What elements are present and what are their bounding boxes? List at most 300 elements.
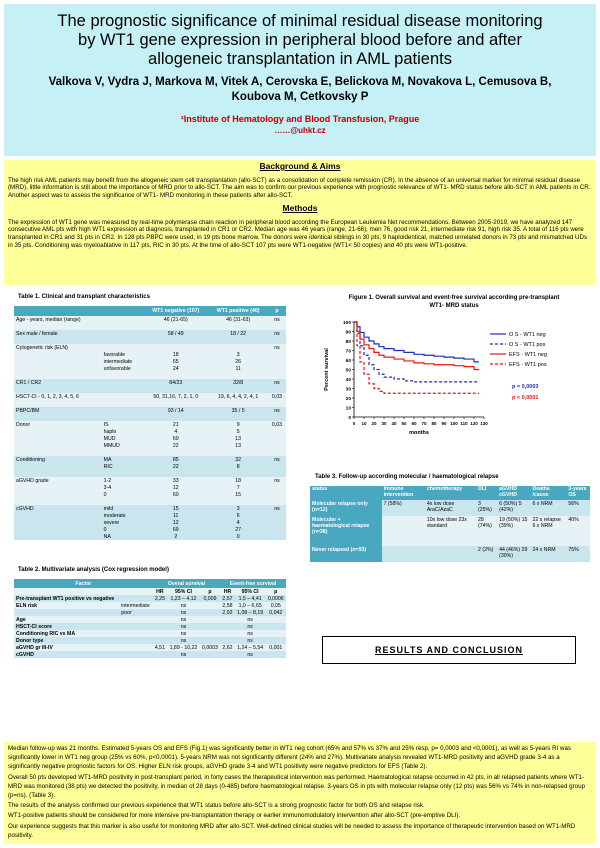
table1-cell: intermediate (102, 358, 144, 365)
title-line: The prognostic significance of minimal residual disease monitoring (57, 12, 543, 30)
table1-cell: 33 (143, 477, 208, 484)
table2-caption: Table 2. Multivariate analysis (Cox regression model) (18, 567, 169, 573)
table1-cell (268, 323, 286, 330)
table2 (14, 579, 286, 658)
legend-entry: EFS - WT1 pos (509, 362, 547, 368)
results-section (4, 286, 596, 740)
x-tick-label: 130 (480, 421, 488, 426)
table1-cell (208, 449, 268, 456)
table1-cell (143, 386, 208, 393)
table3-cell: 19 (50%) 15 (39%) (497, 516, 530, 546)
table1-cell: 18 (143, 351, 208, 358)
table2-cell: ns (235, 623, 266, 630)
table1-cell: 15 (143, 505, 208, 512)
table2-cell (266, 637, 286, 644)
table1-cell: 11 (208, 365, 268, 372)
table1-cell (102, 393, 144, 400)
table3-header-cell: aGVHD cGVHD (497, 486, 530, 500)
table2-cell: ns (235, 616, 266, 623)
figure1-caption-line: Figure 1. Overall survival and event-free survival according pre-transplant (348, 295, 560, 301)
table2-cell: 0,042 (266, 609, 286, 616)
conclusion-paragraph: The results of the analysis confirmed our previous experience that WT1 status before allo-SCT is a strong prognostic factor for both OS and relapse risk. (8, 802, 425, 810)
table1-cell (268, 428, 286, 435)
table1-cell: 18 (208, 477, 268, 484)
table2-cell (153, 637, 168, 644)
table2-cell: 2,62 (220, 644, 235, 651)
table-row (14, 463, 286, 470)
table1-cell: severe (102, 519, 144, 526)
table-row (14, 526, 286, 533)
table1-cell: 27 (208, 526, 268, 533)
table3-cell: Molecular + haematological relapse (n=38) (310, 516, 382, 546)
series-line-0 (354, 322, 479, 362)
table-row (14, 386, 286, 393)
table1-cell (14, 519, 102, 526)
table1-cell: 32 (208, 456, 268, 463)
table1-cell: 65 (143, 358, 208, 365)
table1-cell (143, 470, 208, 477)
table1-cell (268, 533, 286, 540)
table1-cell: 50, 31,16, 7, 2, 1, 0 (143, 393, 208, 400)
table1-cell (268, 351, 286, 358)
table2-cell (153, 623, 168, 630)
table2-cell: 4,51 (153, 644, 168, 651)
table1-cell: 19, 6, 4, 4, 2, 4, 1 (208, 393, 268, 400)
table1-cell (268, 372, 286, 379)
y-tick-label: 60 (345, 358, 351, 364)
table3-cell: 6 x NRM (530, 500, 566, 516)
table1-cell: 46 (21-65) (143, 316, 208, 323)
table1-cell: unfavorable (102, 365, 144, 372)
x-tick-label: 10 (361, 421, 367, 426)
legend-entry: O S - WT1 neg (509, 332, 546, 338)
y-tick-label: 40 (345, 377, 351, 383)
table2-cell (200, 630, 220, 637)
table1-cell (143, 498, 208, 505)
table-row (14, 344, 286, 351)
table-row (310, 516, 590, 546)
table1-cell: ns (268, 344, 286, 351)
table2-cell: ns (167, 651, 200, 658)
table1-cell (268, 449, 286, 456)
table2-cell: 1,5 – 4,41 (235, 595, 266, 602)
x-tick-label: 50 (401, 421, 407, 426)
table-row (14, 602, 286, 609)
table3-cell: 40% (566, 516, 590, 546)
table2-cell: Pre-transplant WT1 positive vs negative (14, 595, 119, 602)
table2-cell: poor (119, 609, 152, 616)
table1-cell (208, 344, 268, 351)
table1-cell (102, 316, 144, 323)
table1-cell: Sex male / female (14, 330, 102, 337)
table-row (310, 546, 590, 562)
table2-cell: HSCT-CI score (14, 623, 119, 630)
table3-header-cell: status (310, 486, 382, 500)
table2-cell (119, 616, 152, 623)
table1-cell (102, 407, 144, 414)
x-tick-label: 70 (421, 421, 427, 426)
table2-cell (220, 630, 235, 637)
table3-header-cell: Immune intervention (382, 486, 425, 500)
table1-cell: 84/23 (143, 379, 208, 386)
table1-cell: 12 (143, 519, 208, 526)
table1-cell: cGVHD (14, 505, 102, 512)
x-tick-label: 40 (391, 421, 397, 426)
table2-cell: 0,0006 (266, 595, 286, 602)
table3-cell: Molecular relapse only (n=12) (310, 500, 382, 516)
table1-cell: CR1 / CR2 (14, 379, 102, 386)
x-axis-label: months (409, 430, 429, 436)
table2-cell: ns (167, 637, 200, 644)
table2-cell (153, 602, 168, 609)
table-row (14, 393, 286, 400)
x-tick-label: 120 (470, 421, 478, 426)
table1-cell (268, 484, 286, 491)
table1-cell: RIC (102, 463, 144, 470)
table2-cell: ns (235, 630, 266, 637)
table1-cell: 60 (143, 435, 208, 442)
table1-cell (14, 414, 102, 421)
table2-cell: aGVHD gr III-IV (14, 644, 119, 651)
p-value-annotation: p = 0,0003 (512, 384, 539, 390)
table1-cell (102, 330, 144, 337)
title-line: allogeneic transplantation in AML patients (148, 50, 452, 68)
table1-cell: 13 (208, 435, 268, 442)
table1-cell (268, 414, 286, 421)
table2-cell (266, 616, 286, 623)
table1-cell (102, 498, 144, 505)
table2-cell: 1,24 – 5,54 (235, 644, 266, 651)
table1-cell (14, 358, 102, 365)
table1-cell (268, 358, 286, 365)
y-tick-label: 30 (345, 387, 351, 393)
table1-header-cell: WT1 negative (107) (143, 306, 208, 316)
table1 (14, 306, 286, 540)
table1-cell: 3 (208, 505, 268, 512)
table3-cell: 75% (566, 546, 590, 562)
table1-cell (14, 365, 102, 372)
table-row (14, 421, 286, 428)
legend-entry: O S - WT1 pos (509, 342, 546, 348)
table1-cell: 5 (208, 428, 268, 435)
table-row (14, 651, 286, 658)
table1-cell: 0,03 (268, 421, 286, 428)
table3-cell: 4x low dose AraC/AzaC (425, 500, 476, 516)
table3-cell: 2 (2%) (476, 546, 497, 562)
table2-cell (153, 616, 168, 623)
table-row (14, 595, 286, 602)
table1-cell: MUD (102, 435, 144, 442)
table2-cell: 1,23 – 4,12 (167, 595, 200, 602)
table-row (14, 379, 286, 386)
table3-cell: 6 (50%) 5 (42%) (497, 500, 530, 516)
table2-cell (153, 651, 168, 658)
methods-heading: Methods (282, 202, 318, 213)
table1-cell: 11 (143, 512, 208, 519)
table1-cell (14, 484, 102, 491)
table1-cell (14, 351, 102, 358)
table2-subheader: 95% CI (167, 588, 200, 595)
table1-cell (102, 337, 144, 344)
table-row (14, 533, 286, 540)
table3-caption: Table 3. Follow-up according molecular / haematological relapse (315, 474, 499, 480)
table2-cell (119, 637, 152, 644)
x-tick-label: 100 (450, 421, 458, 426)
table1-cell: IS (102, 421, 144, 428)
table1-cell (208, 386, 268, 393)
table1-cell: 4 (143, 428, 208, 435)
figure1-caption (318, 294, 590, 310)
email: ……@uhkt.cz (274, 126, 326, 135)
table2-cell (200, 623, 220, 630)
table3-header-cell: Deaths /cause (530, 486, 566, 500)
table-row (14, 519, 286, 526)
table2-cell: Age (14, 616, 119, 623)
table1-cell (268, 470, 286, 477)
table2-cell: 0,0003 (200, 644, 220, 651)
table1-cell: 15 (208, 491, 268, 498)
table2-cell (153, 609, 168, 616)
table1-cell: Age - years, median (range) (14, 316, 102, 323)
y-tick-label: 20 (345, 396, 351, 402)
table2-cell (153, 630, 168, 637)
results-heading: RESULTS AND CONCLUSION (322, 636, 576, 664)
table-row (14, 498, 286, 505)
table1-cell (268, 337, 286, 344)
table2-cell: ns (235, 637, 266, 644)
table3-cell: 56% (566, 500, 590, 516)
table1-cell (268, 491, 286, 498)
table1-cell: 93 / 14 (143, 407, 208, 414)
table2-cell: 1,89 - 10,22 (167, 644, 200, 651)
x-tick-label: 30 (381, 421, 387, 426)
table1-header-cell: WT1 positive (40) (208, 306, 268, 316)
table1-cell (102, 372, 144, 379)
table2-cell (200, 616, 220, 623)
table1-cell: ns (268, 316, 286, 323)
table1-header-cell: p (268, 306, 286, 316)
table1-cell: Cytogenetic risk (ELN) (14, 344, 102, 351)
table1-cell (14, 372, 102, 379)
table2-cell (200, 609, 220, 616)
table-row (14, 428, 286, 435)
table2-cell: Conditioning RIC vs MA (14, 630, 119, 637)
table2-cell (266, 630, 286, 637)
table1-cell (208, 414, 268, 421)
table1-cell: Donor (14, 421, 102, 428)
table1-cell (14, 449, 102, 456)
table1-cell (143, 414, 208, 421)
table2-cell: ns (167, 616, 200, 623)
table3-cell: 7 (58%) (382, 500, 425, 516)
table1-cell (143, 344, 208, 351)
table2-cell: 2,92 (220, 609, 235, 616)
table1-cell (14, 337, 102, 344)
table1-caption: Table 1. Clinical and transplant characteristics (18, 294, 150, 300)
table1-cell (14, 428, 102, 435)
table1-cell (268, 498, 286, 505)
table2-cell: 0,001 (266, 644, 286, 651)
table2-subheader: 95% CI (235, 588, 266, 595)
y-tick-label: 0 (348, 415, 351, 421)
table1-cell (208, 372, 268, 379)
table1-cell (208, 498, 268, 505)
table1-cell (102, 414, 144, 421)
y-tick-label: 90 (345, 330, 351, 336)
table1-cell: 22 (143, 442, 208, 449)
institution: ¹Institute of Hematology and Blood Transfusion, Prague (180, 114, 420, 124)
table2-subheader (14, 588, 119, 595)
table1-cell: 9 (208, 421, 268, 428)
table1-cell (268, 365, 286, 372)
table2-cell: ns (167, 609, 200, 616)
table2-subheader (119, 588, 152, 595)
table1-cell (102, 379, 144, 386)
table2-cell: 1,08 – 8,19 (235, 609, 266, 616)
table2-cell: ns (235, 651, 266, 658)
table2-cell (119, 595, 152, 602)
table1-cell: 2 (143, 533, 208, 540)
table1-cell (208, 323, 268, 330)
table1-cell: 7 (208, 484, 268, 491)
table2-cell: 2,58 (220, 602, 235, 609)
table1-cell: 13 (208, 442, 268, 449)
table2-group-header: Overal survival (153, 579, 221, 588)
table2-cell (14, 609, 119, 616)
table1-cell (143, 372, 208, 379)
authors-line: Valkova V, Vydra J, Markova M, Vitek A, Cerovska E, Belickova M, Novakova L, Cemusova B, (48, 76, 552, 88)
table1-cell: 0 (102, 526, 144, 533)
table-row (14, 358, 286, 365)
table-row (14, 337, 286, 344)
table1-cell (143, 337, 208, 344)
table1-cell (268, 512, 286, 519)
table-row (14, 630, 286, 637)
table2-cell (220, 651, 235, 658)
figure1-caption-line: WT1- MRD status (429, 303, 479, 309)
table1-cell (268, 519, 286, 526)
background-text: The high risk AML patients may benefit from the allogeneic stem cell transplantation (allo-SCT) as a consolidation of complete remission (CR). In the absence of an universal marker for minimal residual disease (MRD), little information is still about the importance of MRD prior to allo-SCT. The aim was to confirm our previous experience with prognostic relevance of WT1- MRD status before allo-SCT in AML patients in CR. Another aspect was to assess the significance of WT1- MRD monitoring in these patients after allo-SCT. (8, 176, 591, 200)
table-row (14, 323, 286, 330)
table-row (14, 442, 286, 449)
table1-cell (14, 463, 102, 470)
table-row (14, 351, 286, 358)
table2-cell: ns (167, 630, 200, 637)
table1-cell: 4 (208, 519, 268, 526)
table1-cell: 12 (143, 484, 208, 491)
conclusion-paragraph: Median follow-up was 21 months. Estimated 5-years OS and EFS (Fig.1) was significantly better in WT1 neg cohort (65% and 57% vs 37% and 25% resp, p= 0,0003 and <0,0001), as well as 5-years RI was significantly lower in WT1 neg group (25% vs 60%, p<0,0001). 5-years NRM was not significantly different (24% and 27%). Multivariate analysis revealed WT1-MRD positivity and aGVHD grade 3-4 as a significantly negative prognostic factors for OS. Higher ELN risk groups, aGVHD grade 3-4 and WT1 positivity were negative predictors for EFS (Table 2). (8, 745, 572, 771)
x-tick-label: 60 (411, 421, 417, 426)
table3-cell: 44 (46%) 29 (30%) (497, 546, 530, 562)
table2-cell (119, 644, 152, 651)
y-tick-label: 100 (342, 320, 351, 326)
table1-cell (14, 386, 102, 393)
table3-header-cell: 3-years OS (566, 486, 590, 500)
table2-cell (266, 651, 286, 658)
table1-cell (14, 498, 102, 505)
table2-cell: 2,57 (220, 595, 235, 602)
table3-cell (382, 516, 425, 546)
table-row (14, 637, 286, 644)
authors-line: Koubova M, Cetkovsky P (231, 91, 369, 103)
table2-group-header: Event-free survival (220, 579, 286, 588)
table1-cell: mild (102, 505, 144, 512)
table2-cell (200, 637, 220, 644)
table1-cell: 21 (143, 421, 208, 428)
table2-subheader: p (266, 588, 286, 595)
table3-cell: Never relapsed (n=93) (310, 546, 382, 562)
table1-cell: HSCT-CI - 0, 1, 2, 3, 4, 5, 6 (14, 393, 102, 400)
table2-cell (200, 602, 220, 609)
table1-cell: Conditioning (14, 456, 102, 463)
table-row (14, 623, 286, 630)
table2-subheader: HR (220, 588, 235, 595)
table-row (14, 644, 286, 651)
title-line: by WT1 gene expression in peripheral blood before and after (78, 31, 522, 49)
table3-cell: 22 x relapse 6 x NRM (530, 516, 566, 546)
table1-cell: favorable (102, 351, 144, 358)
table1-header-cell (102, 306, 144, 316)
table-row (14, 616, 286, 623)
table1-cell (143, 449, 208, 456)
table1-cell: 0,03 (268, 393, 286, 400)
table1-cell: ns (268, 407, 286, 414)
table1-cell (268, 526, 286, 533)
table1-cell (268, 442, 286, 449)
table2-group-header: Factor (14, 579, 153, 588)
table2-cell (220, 616, 235, 623)
table2-cell: cGVHD (14, 651, 119, 658)
table-row (14, 449, 286, 456)
table1-cell: 69 (143, 526, 208, 533)
table1-cell: 58 / 49 (143, 330, 208, 337)
table1-cell: 24 (143, 365, 208, 372)
table1-cell (102, 323, 144, 330)
table2-subheader: p (200, 588, 220, 595)
table1-cell: 60 (143, 491, 208, 498)
table-row (14, 470, 286, 477)
table1-cell: 32/8 (208, 379, 268, 386)
table1-cell (14, 491, 102, 498)
table-row (14, 609, 286, 616)
table1-cell (102, 344, 144, 351)
table1-cell: ns (268, 456, 286, 463)
table1-cell (268, 386, 286, 393)
table3-cell: 10x low dose 23x standard (425, 516, 476, 546)
table2-cell: 1,0 – 6,65 (235, 602, 266, 609)
table1-cell: ns (268, 505, 286, 512)
background-methods-panel (4, 160, 596, 285)
x-tick-label: 20 (371, 421, 377, 426)
table2-cell: ns (167, 602, 200, 609)
table1-cell (268, 463, 286, 470)
table1-cell (102, 386, 144, 393)
table2-cell: ns (167, 623, 200, 630)
table-row (310, 500, 590, 516)
table-row (14, 414, 286, 421)
table-row (14, 512, 286, 519)
table1-cell: PBPC/BM (14, 407, 102, 414)
table1-cell (14, 533, 102, 540)
table2-cell: ELN risk (14, 602, 119, 609)
figure1 (318, 294, 590, 464)
table-row (14, 372, 286, 379)
table2-cell: 2,25 (153, 595, 168, 602)
table1-cell (268, 400, 286, 407)
y-tick-label: 70 (345, 349, 351, 355)
x-tick-label: 0 (352, 421, 356, 426)
table1-cell: 46 (31-63) (208, 316, 268, 323)
